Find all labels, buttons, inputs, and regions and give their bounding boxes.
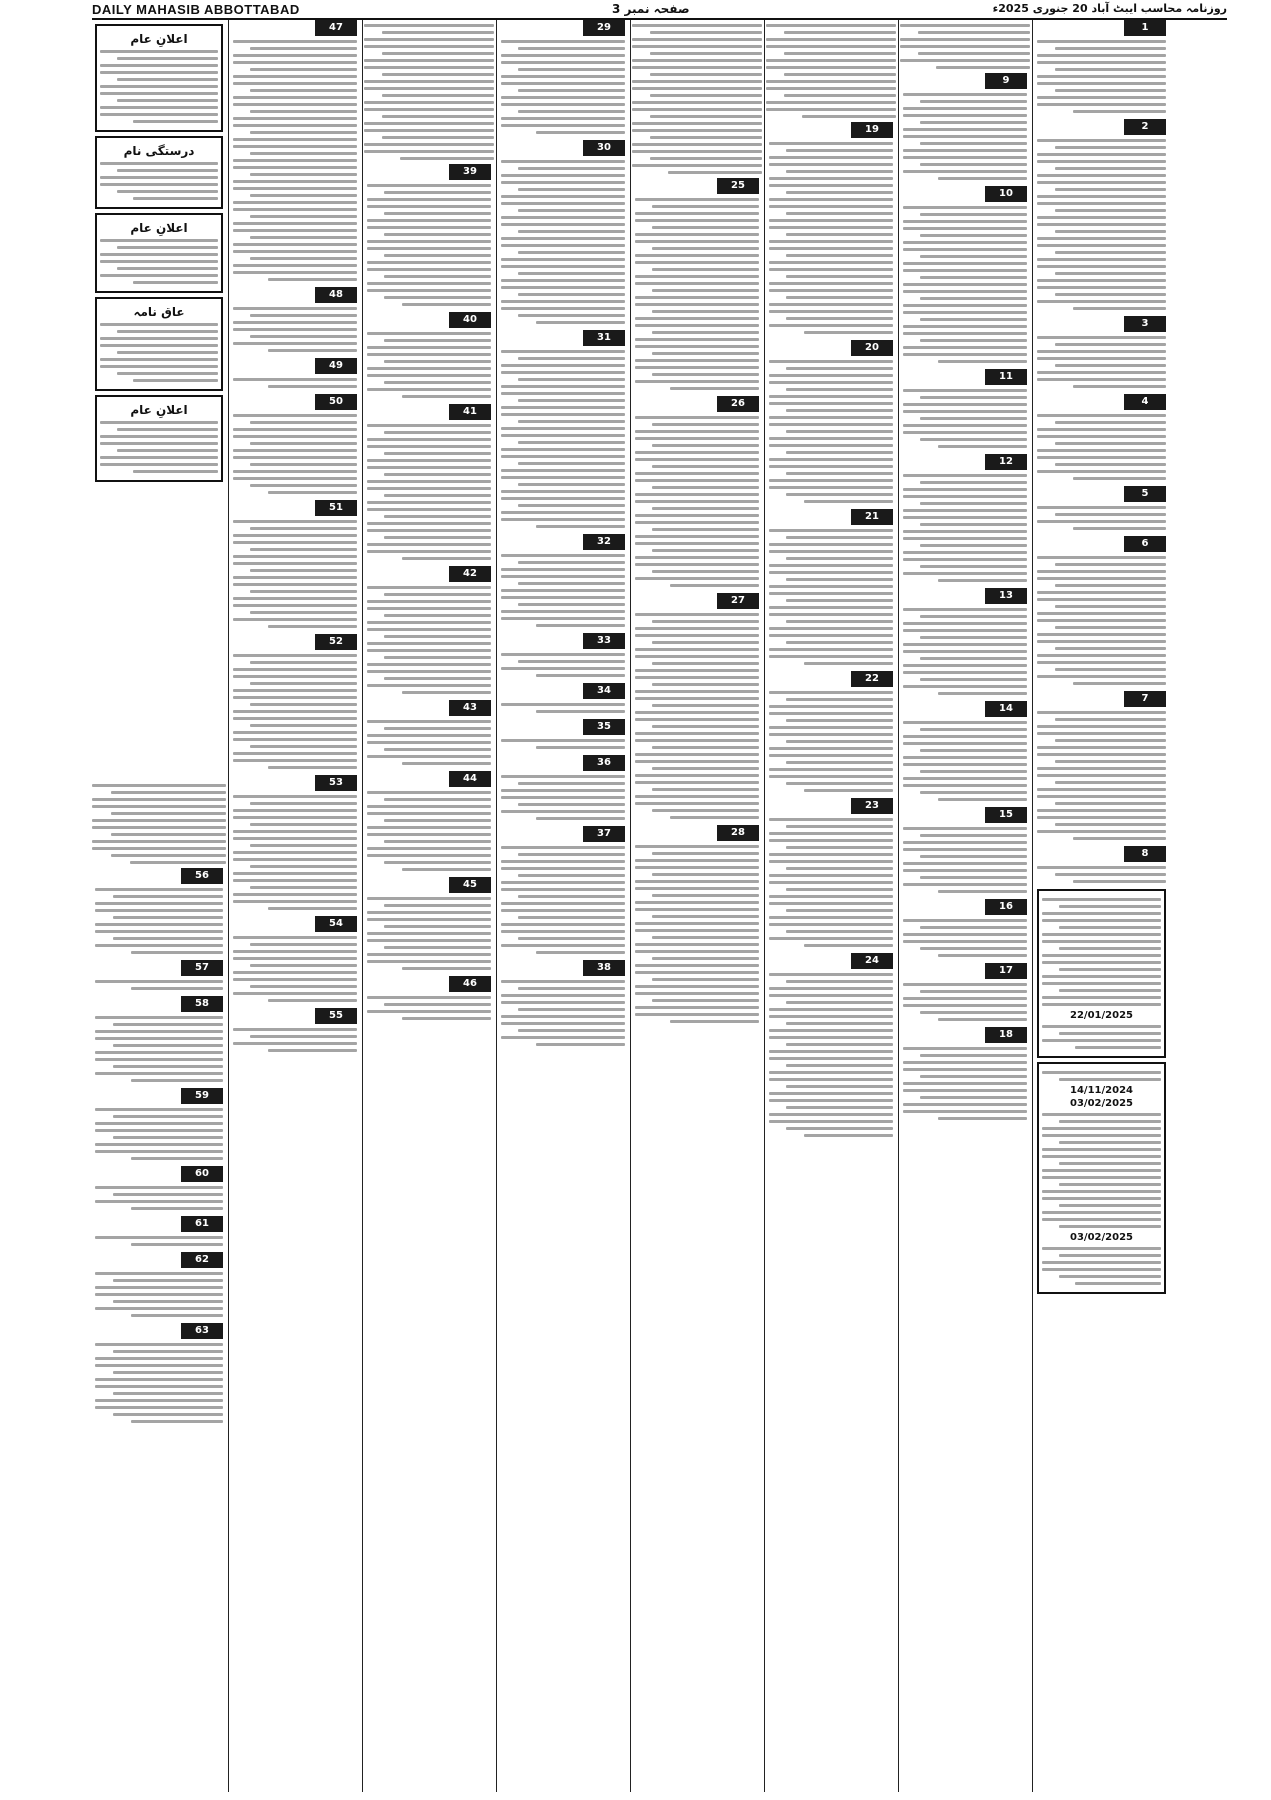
ad-block	[903, 454, 1027, 582]
date-line: روزنامہ محاسب ایبٹ آباد 20 جنوری 2025ء	[992, 2, 1227, 15]
ad-column	[498, 20, 628, 1792]
ad-block	[233, 358, 357, 388]
ad-number-badge: 10	[985, 186, 1027, 202]
ad-number-badge: 2	[1124, 119, 1166, 135]
column-rule	[764, 20, 765, 1792]
court-date: 03/02/2025	[1070, 1098, 1133, 1109]
ad-block	[903, 588, 1027, 695]
ad-number-badge: 54	[315, 916, 357, 932]
ad-number-badge: 17	[985, 963, 1027, 979]
court-date: 22/01/2025	[1070, 1010, 1133, 1021]
ad-number-badge: 19	[851, 122, 893, 138]
ad-block	[903, 807, 1027, 893]
ad-column	[364, 20, 494, 1792]
ad-block	[903, 899, 1027, 957]
ad-number-badge: 36	[583, 755, 625, 771]
ad-number-badge: 60	[181, 1166, 223, 1182]
ad-block	[501, 755, 625, 820]
notice-box	[95, 136, 223, 209]
ad-block	[903, 963, 1027, 1021]
ad-number-badge: 57	[181, 960, 223, 976]
ad-body	[92, 784, 226, 864]
ad-block	[501, 20, 625, 134]
ad-number-badge: 41	[449, 404, 491, 420]
ad-block	[233, 287, 357, 352]
ad-number-badge: 55	[315, 1008, 357, 1024]
notice-body	[100, 239, 218, 284]
ad-column	[900, 20, 1030, 1792]
ad-block	[769, 509, 893, 665]
notice-box	[95, 395, 223, 482]
notice-box	[95, 297, 223, 391]
ad-block	[903, 1027, 1027, 1120]
ad-block	[1037, 119, 1166, 310]
ad-number-badge: 49	[315, 358, 357, 374]
ad-number-badge: 58	[181, 996, 223, 1012]
ad-body	[766, 24, 896, 118]
ad-number-badge: 48	[315, 287, 357, 303]
ad-block	[501, 330, 625, 528]
ad-number-badge: 21	[851, 509, 893, 525]
ad-column	[230, 20, 360, 1792]
ad-number-badge: 1	[1124, 20, 1166, 36]
ad-number-badge: 29	[583, 20, 625, 36]
ad-number-badge: 56	[181, 868, 223, 884]
ad-number-badge: 39	[449, 164, 491, 180]
ad-block	[501, 140, 625, 324]
page-label: صفحہ نمبر 3	[612, 2, 690, 16]
ad-block	[233, 394, 357, 494]
ad-block	[769, 671, 893, 792]
ad-number-badge: 6	[1124, 536, 1166, 552]
ad-number-badge: 24	[851, 953, 893, 969]
ad-block	[367, 771, 491, 871]
ad-block	[1037, 20, 1166, 113]
ad-number-badge: 53	[315, 775, 357, 791]
ad-block	[367, 877, 491, 970]
ad-block	[903, 701, 1027, 801]
ad-number-badge: 12	[985, 454, 1027, 470]
masthead	[92, 2, 1227, 20]
ad-number-badge: 20	[851, 340, 893, 356]
ad-block	[233, 500, 357, 628]
notice-title: اعلانِ عام	[130, 221, 188, 235]
ad-block	[635, 178, 759, 390]
ad-column	[632, 20, 762, 1792]
ad-block	[233, 1008, 357, 1052]
notice-title: اعلانِ عام	[130, 32, 188, 46]
ad-number-badge: 16	[985, 899, 1027, 915]
ad-block	[501, 683, 625, 713]
notice-body	[100, 323, 218, 382]
ad-number-badge: 25	[717, 178, 759, 194]
ad-number-badge: 44	[449, 771, 491, 787]
ad-body	[364, 24, 494, 160]
notice-title: عاق نامہ	[133, 305, 185, 319]
ad-block	[367, 312, 491, 398]
ad-number-badge: 37	[583, 826, 625, 842]
ad-block	[1037, 486, 1166, 530]
ad-block	[367, 164, 491, 306]
ad-number-badge: 42	[449, 566, 491, 582]
ad-column	[92, 780, 226, 1792]
notice-body	[100, 50, 218, 123]
ad-block	[367, 404, 491, 560]
ad-number-badge: 52	[315, 634, 357, 650]
ad-block	[501, 534, 625, 627]
left-notices-column	[92, 20, 226, 780]
ad-block	[501, 633, 625, 677]
ad-number-badge: 14	[985, 701, 1027, 717]
ad-number-badge: 50	[315, 394, 357, 410]
ad-number-badge: 62	[181, 1252, 223, 1268]
notice-body	[100, 162, 218, 200]
ad-number-badge: 38	[583, 960, 625, 976]
paper-name: DAILY MAHASIB ABBOTTABAD	[92, 2, 300, 17]
ad-block	[1037, 394, 1166, 480]
ad-number-badge: 59	[181, 1088, 223, 1104]
court-notice	[1037, 1062, 1166, 1294]
ad-number-badge: 26	[717, 396, 759, 412]
ad-body	[900, 24, 1030, 69]
ad-number-badge: 15	[985, 807, 1027, 823]
ad-block	[1037, 316, 1166, 388]
ad-column	[1034, 20, 1169, 1792]
ad-number-badge: 40	[449, 312, 491, 328]
ad-block	[501, 719, 625, 749]
column-rule	[496, 20, 497, 1792]
ad-block	[95, 1166, 223, 1210]
ad-block	[367, 976, 491, 1020]
ad-number-badge: 7	[1124, 691, 1166, 707]
ad-number-badge: 31	[583, 330, 625, 346]
ad-number-badge: 27	[717, 593, 759, 609]
ad-number-badge: 22	[851, 671, 893, 687]
column-rule	[362, 20, 363, 1792]
ad-block	[769, 798, 893, 947]
ad-number-badge: 23	[851, 798, 893, 814]
notice-box	[95, 24, 223, 132]
ad-number-badge: 13	[985, 588, 1027, 604]
ad-block	[635, 593, 759, 819]
column-rule	[228, 20, 229, 1792]
ad-block	[903, 369, 1027, 448]
ad-block	[501, 826, 625, 954]
ad-block	[95, 996, 223, 1082]
ad-number-badge: 43	[449, 700, 491, 716]
ad-number-badge: 30	[583, 140, 625, 156]
ad-number-badge: 47	[315, 20, 357, 36]
column-rule	[1032, 20, 1033, 1792]
ad-number-badge: 5	[1124, 486, 1166, 502]
ad-number-badge: 63	[181, 1323, 223, 1339]
ad-number-badge: 34	[583, 683, 625, 699]
notice-box	[95, 213, 223, 293]
ad-block	[769, 122, 893, 334]
ad-number-badge: 11	[985, 369, 1027, 385]
ad-block	[501, 960, 625, 1046]
ad-number-badge: 46	[449, 976, 491, 992]
ad-number-badge: 32	[583, 534, 625, 550]
ad-number-badge: 51	[315, 500, 357, 516]
ad-block	[233, 775, 357, 910]
ad-number-badge: 35	[583, 719, 625, 735]
ad-block	[903, 73, 1027, 180]
ad-block	[769, 340, 893, 503]
notice-title: درستگی نام	[123, 144, 195, 158]
ad-block	[95, 1216, 223, 1246]
ad-number-badge: 3	[1124, 316, 1166, 332]
court-date: 14/11/2024	[1070, 1085, 1133, 1096]
court-date: 03/02/2025	[1070, 1232, 1133, 1243]
ad-block	[903, 186, 1027, 363]
ad-number-badge: 8	[1124, 846, 1166, 862]
ad-block	[635, 396, 759, 587]
column-rule	[630, 20, 631, 1792]
ad-block	[95, 960, 223, 990]
ad-number-badge: 61	[181, 1216, 223, 1232]
ad-block	[1037, 691, 1166, 840]
notice-title: اعلانِ عام	[130, 403, 188, 417]
ad-number-badge: 4	[1124, 394, 1166, 410]
ad-block	[233, 20, 357, 281]
ad-block	[367, 700, 491, 765]
ad-block	[1037, 536, 1166, 685]
ad-body	[632, 24, 762, 174]
notice-body	[100, 421, 218, 473]
column-rule	[898, 20, 899, 1792]
ad-block	[233, 916, 357, 1002]
ad-block	[1037, 846, 1166, 883]
ad-block	[367, 566, 491, 694]
ad-block	[635, 825, 759, 1023]
ad-block	[95, 1252, 223, 1317]
ad-block	[95, 1088, 223, 1160]
ad-number-badge: 33	[583, 633, 625, 649]
ad-block	[95, 868, 223, 954]
ad-number-badge: 18	[985, 1027, 1027, 1043]
ad-block	[769, 953, 893, 1137]
ad-number-badge: 9	[985, 73, 1027, 89]
ad-number-badge: 28	[717, 825, 759, 841]
ad-number-badge: 45	[449, 877, 491, 893]
ad-block	[95, 1323, 223, 1423]
ad-column	[766, 20, 896, 1792]
ad-block	[233, 634, 357, 769]
court-notice	[1037, 889, 1166, 1058]
